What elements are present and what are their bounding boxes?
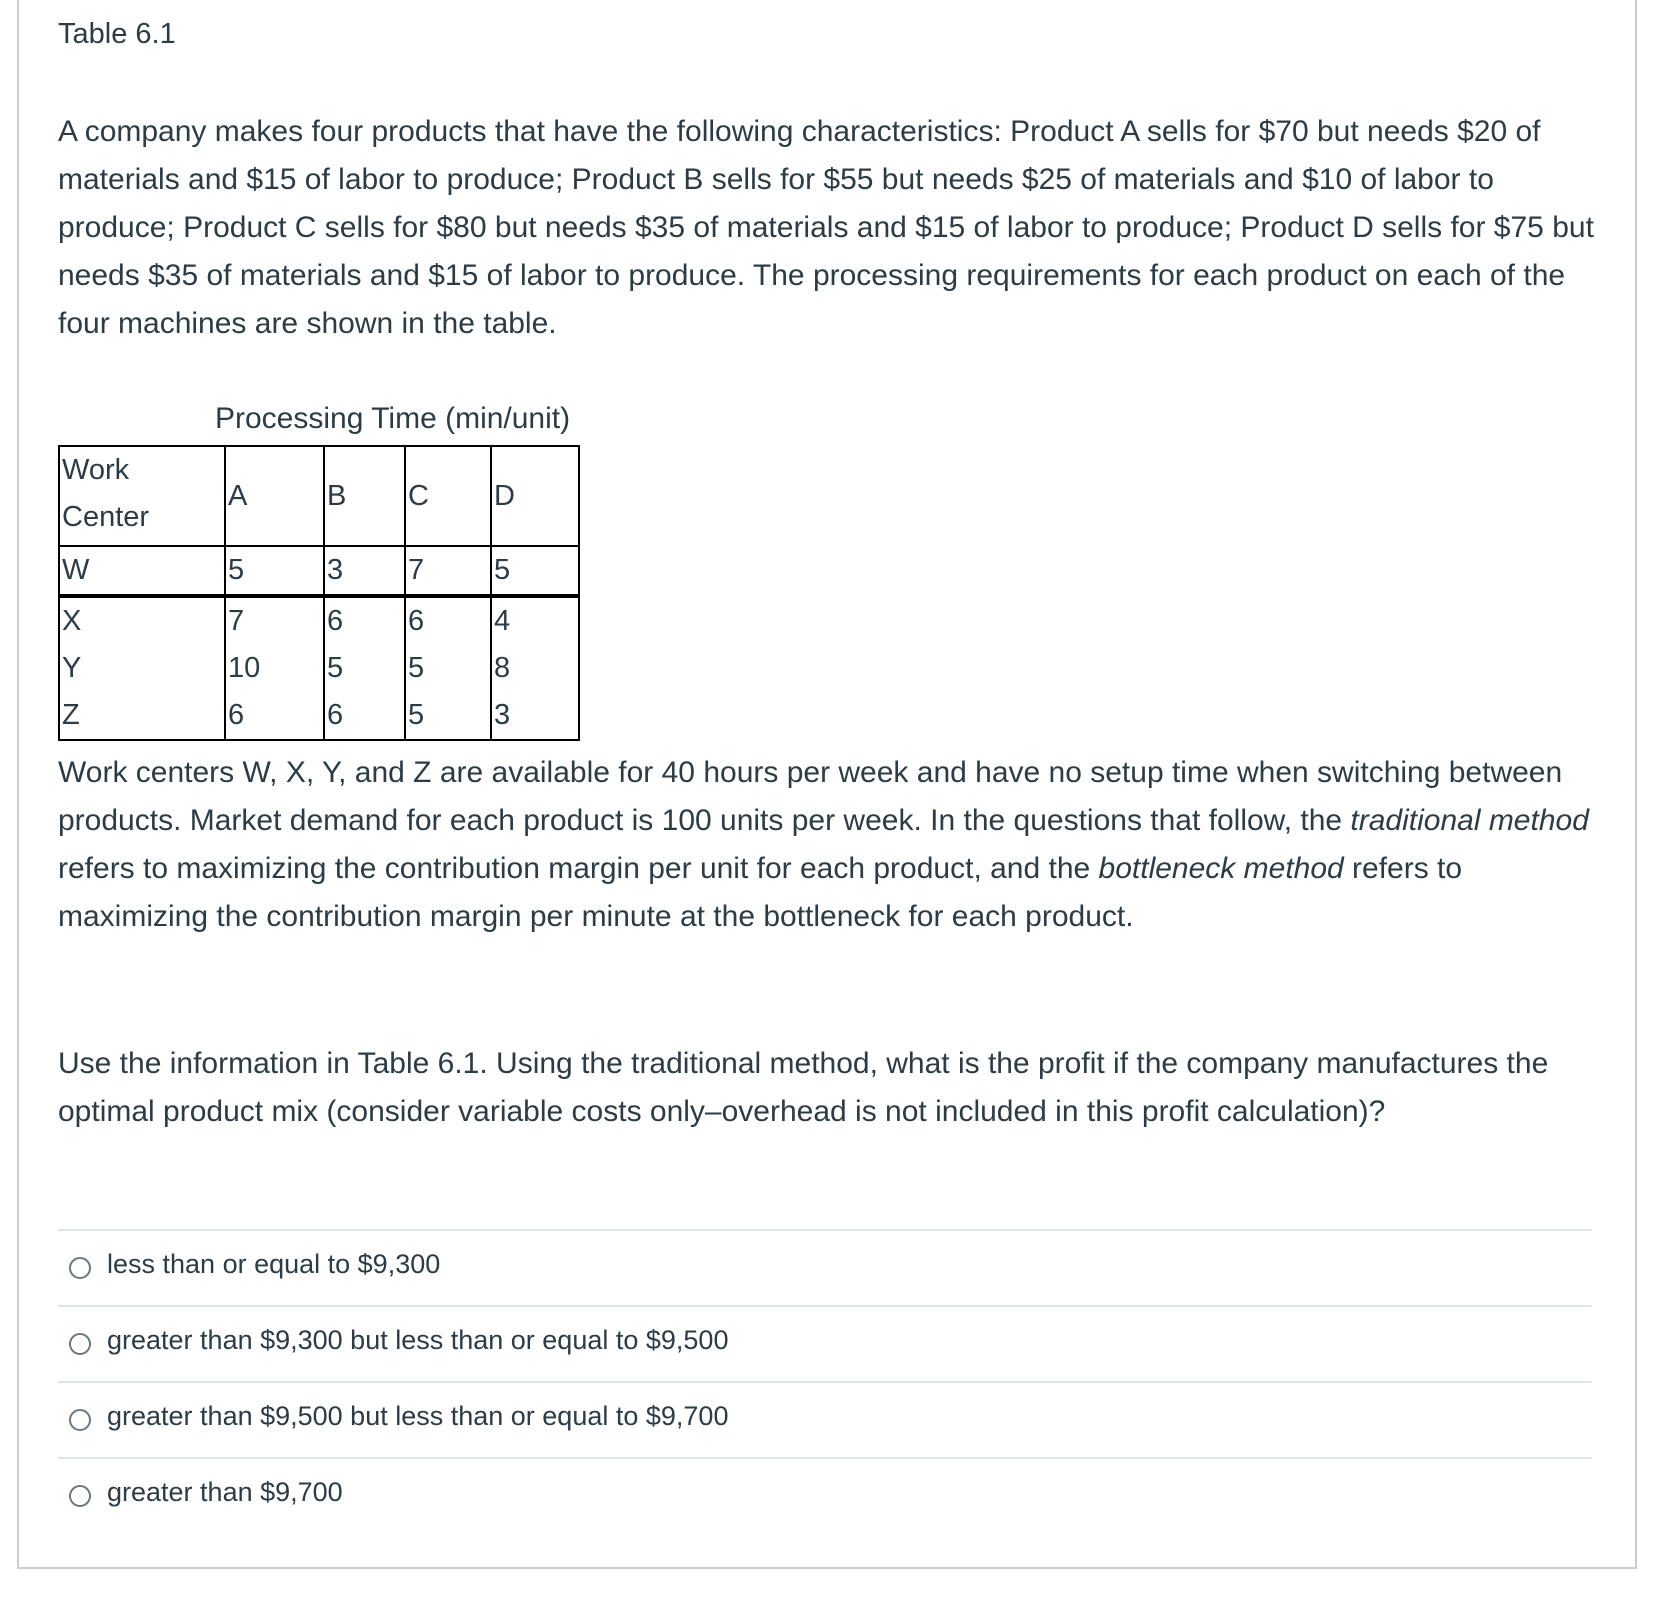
table-cell: X <box>59 596 225 645</box>
header-work-center: Work Center <box>59 446 225 546</box>
question-header-title: Table 6.1 <box>58 18 176 50</box>
term-traditional-method: traditional method <box>1350 804 1589 837</box>
answer-label[interactable]: greater than $9,500 but less than or equal to $9,700 <box>107 1401 729 1431</box>
header-product-d: D <box>491 446 579 546</box>
answer-option[interactable] <box>58 1229 1592 1305</box>
processing-time-table <box>58 445 580 741</box>
context-text-part1: Work centers W, X, Y, and Z are available for 40 hours per week and have no setup time when switching between products. Market demand for each product is 100 units per week. In the questions that follow, the <box>58 756 1563 837</box>
table-cell: 7 <box>225 596 324 645</box>
table-cell: 4 <box>491 596 579 645</box>
answer-label[interactable]: greater than $9,700 <box>107 1477 343 1507</box>
table-row <box>59 645 579 692</box>
table-cell: 6 <box>225 692 324 740</box>
table-cell: 7 <box>405 546 491 596</box>
table-cell: 3 <box>324 546 405 596</box>
table-row <box>59 692 579 740</box>
header-product-c: C <box>405 446 491 546</box>
table-cell: 5 <box>405 692 491 740</box>
table-cell: 8 <box>491 645 579 692</box>
table-cell: 5 <box>491 546 579 596</box>
table-cell: 5 <box>324 645 405 692</box>
header-product-a: A <box>225 446 324 546</box>
table-header-row <box>59 446 579 546</box>
question-text: Use the information in Table 6.1. Using the traditional method, what is the profit if the company manufactures the optimal product mix (consider variable costs only–overhead is not included in this profit calculation)? <box>58 1047 1549 1128</box>
table-cell: 5 <box>225 546 324 596</box>
context-paragraph <box>58 749 1598 941</box>
header-product-b: B <box>324 446 405 546</box>
table-cell: 6 <box>324 596 405 645</box>
answer-label[interactable]: less than or equal to $9,300 <box>107 1249 441 1279</box>
table-row <box>59 546 579 596</box>
answer-list <box>58 1229 1592 1533</box>
term-bottleneck-method: bottleneck method <box>1098 852 1344 885</box>
table-caption: Processing Time (min/unit) <box>215 402 571 435</box>
table-cell: Y <box>59 645 225 692</box>
radio-button-icon[interactable] <box>69 1409 91 1431</box>
table-cell: Z <box>59 692 225 740</box>
context-text-part3: refers to maximizing the contribution margin per minute at the bottleneck for each product. <box>58 852 1463 933</box>
answer-option[interactable] <box>58 1457 1592 1533</box>
answer-label[interactable]: greater than $9,300 but less than or equal to $9,500 <box>107 1325 729 1355</box>
table-cell: 10 <box>225 645 324 692</box>
radio-button-icon[interactable] <box>69 1333 91 1355</box>
table-row <box>59 596 579 645</box>
context-text-part2: refers to maximizing the contribution margin per unit for each product, and the <box>58 852 1099 885</box>
answer-option[interactable] <box>58 1305 1592 1381</box>
answer-option[interactable] <box>58 1381 1592 1457</box>
table-cell: 3 <box>491 692 579 740</box>
intro-paragraph: A company makes four products that have the following characteristics: Product A sells for $70 but needs $20 of materials and $15 of labor to produce; Product B sells for $55 but needs $25 of materials and $10 of labor to produce; Product C sells for $80 but needs $35 of materials and $15 of labor to produce; Product D sells for $75 but needs $35 of materials and $15 of labor to produce. The processing requirements for each product on each of the four machines are shown in the table. <box>58 115 1594 340</box>
radio-button-icon[interactable] <box>69 1485 91 1507</box>
table-cell: W <box>59 546 225 596</box>
table-cell: 6 <box>324 692 405 740</box>
table-cell: 6 <box>405 596 491 645</box>
radio-button-icon[interactable] <box>69 1257 91 1279</box>
table-cell: 5 <box>405 645 491 692</box>
